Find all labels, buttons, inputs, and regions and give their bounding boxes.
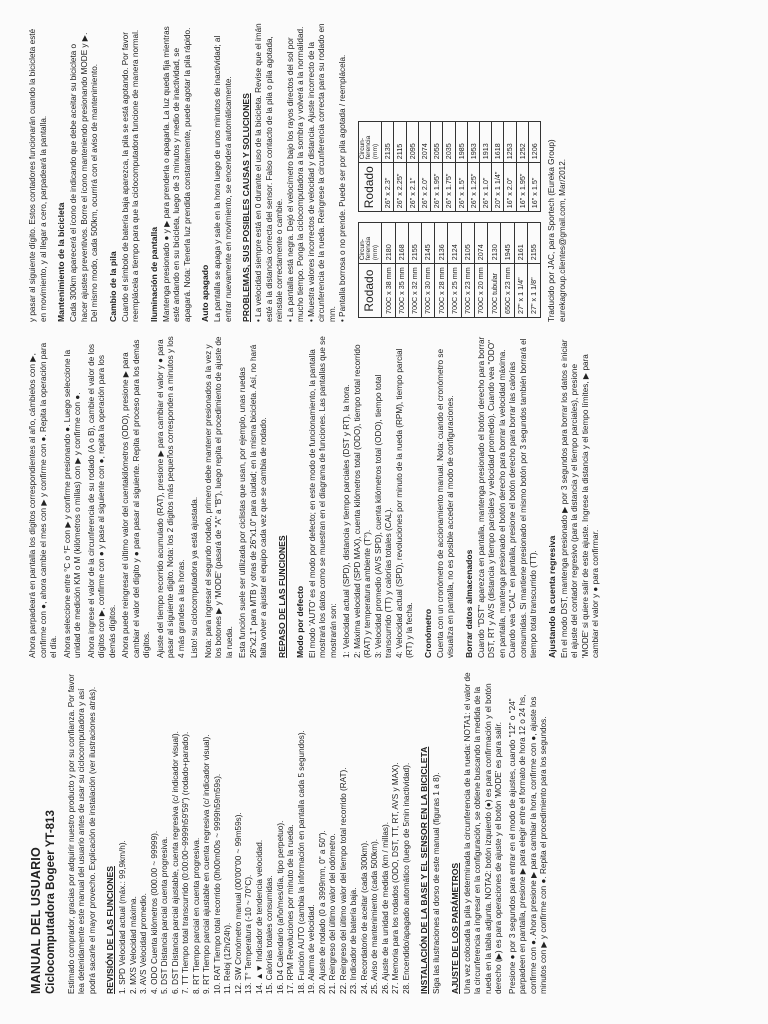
- list-item: 24. Recordatorio de aceitar (cada 300km).: [359, 840, 369, 994]
- wheel-size-cell: 700C x 38 mm: [382, 264, 395, 318]
- list-item: 14. ▲▼ Indicador de tendencia velocidad.: [254, 839, 264, 994]
- auto-off-text: La pantalla se apaga y sale en la hora luego de unos minutos de inactividad; al entrar nuevamente en movimiento, se encenderá automáticamente.: [213, 35, 233, 322]
- circumference-cell: 2145: [421, 223, 434, 264]
- circumference-cell: 1985: [455, 122, 467, 163]
- troubleshooting-list: [254, 22, 349, 322]
- wheel-size-cell: 700C x 25 mm: [448, 264, 461, 318]
- list-item: 23. Indicador de batería baja.: [349, 887, 359, 994]
- wheel-size-cell: 700C x 35 mm: [395, 264, 408, 318]
- maintenance-heading: Mantenimiento de la bicicleta: [56, 202, 66, 322]
- circumference-cell: 2074: [474, 223, 487, 264]
- list-item: 21. Reingreso del último valor del odómetro.: [328, 833, 338, 994]
- wheel-size-cell: 16" x 1.5": [528, 163, 540, 212]
- table-row: [395, 223, 408, 318]
- list-item: 2: Máxima velocidad (SPD MAX), cuenta kilómetros total (ODO), tiempo total recorrido (RAT) y temperatura ambiente (T°).: [352, 344, 372, 658]
- list-item: 16. D4 Calendario (año/mes/día, tipo perpetuo).: [275, 820, 285, 994]
- circumference-cell: 2095: [406, 122, 418, 163]
- table-row: [418, 122, 430, 212]
- circumference-cell: 2130: [488, 223, 501, 264]
- wheel-size-cell: 16" x 1.95": [516, 163, 528, 212]
- table-row: [492, 122, 504, 212]
- circumference-cell: 2035: [443, 122, 455, 163]
- wheel-size-cell: 700C tubular: [488, 264, 501, 318]
- circumference-cell: 2074: [418, 122, 430, 163]
- functions-heading: REVISIÓN DE LAS FUNCIONES: [105, 866, 116, 994]
- backlight-text: Mantenga presionado ● y ▶ para prenderla o apagarla. La luz queda fija mientras esté andando en su bicicleta, luego de 3 minutos y medio de inactividad, se apagará. Nota: Tenerla luz prendida constantemente, puede agotar la pila rápido.: [161, 26, 192, 322]
- manual-title: MANUAL DEL USUARIO: [29, 847, 43, 994]
- table-row: [455, 122, 467, 212]
- circumference-cell: 1953: [467, 122, 479, 163]
- circumference-cell: 1945: [501, 223, 514, 264]
- list-item: 25. Aviso de mantenimiento (cada 500km).: [370, 838, 380, 994]
- wheel-size-cell: 20" x 1 1/4": [492, 163, 504, 212]
- table-row: [528, 122, 540, 212]
- table-row: [408, 223, 421, 318]
- list-item: 1. SPD Velocidad actual (máx.: 99,9km/h).: [118, 840, 128, 994]
- list-item: 26. Ajuste de la unidad de medida (km / millas).: [380, 821, 390, 994]
- list-item: 3. AVS Velocidad promedio.: [139, 893, 149, 994]
- table-row: [480, 122, 492, 212]
- parameters-heading: AJUSTE DE LOS PARÁMETROS: [449, 862, 460, 994]
- table-row: [394, 122, 406, 212]
- circumference-cell: 2055: [431, 122, 443, 163]
- list-item: 20. Ajuste de rodado (0 a 3999mm, 0" a 50").: [317, 830, 327, 994]
- stopwatch-text: Cuenta con un cronómetro de accionamiento manual. Nota: cuando el cronómetro se visualiza en pantalla, no es posible acceder al modo de configuraciones.: [435, 348, 455, 658]
- rodado-header: Rodado: [358, 163, 382, 212]
- list-item: 12. SW Cronómetro manual (00'00"00 ~ 99m59s).: [233, 812, 243, 994]
- functions-list: [118, 672, 412, 994]
- table-row: [382, 122, 394, 212]
- wheel-size-cell: 26" x 1.0": [480, 163, 492, 212]
- stopwatch-heading: Cronómetro: [422, 608, 433, 658]
- circumference-cell: 2168: [395, 223, 408, 264]
- list-item: 1: Velocidad actual (SPD), distancia y tiempo parciales (DST y RT), la hora.: [342, 384, 351, 658]
- list-item: 10. RAT Tiempo total recorrido (0h00m00s ~ 9999h59m59s).: [212, 773, 222, 994]
- list-item: 8. RT Tiempo parcial en cuenta progresiva.: [191, 837, 201, 994]
- wheel-size-cell: 700C x 30 mm: [421, 264, 434, 318]
- wheel-size-cell: 650C x 23 mm: [501, 264, 514, 318]
- list-item: 5. DST Distancia parcial cuenta progresiva.: [160, 836, 170, 994]
- circumference-header: Circun-ferencia (mm): [358, 122, 382, 163]
- wheel-size-cell: 26" x 2.1": [406, 163, 418, 212]
- setup-note: Nota: para ingresar el segundo rodado, primero debe mantener presionados a la vez y los botones ▶ y 'MODE' (pasará de "A" a "B"), luego repita el procedimiento de ajuste de la rueda.: [203, 336, 234, 658]
- list-item: 22. Reingreso del último valor del tiempo total recorrido (RAT).: [338, 767, 348, 994]
- list-item: 7. TT Tiempo total transcurrido (0:00:00~9999h59'59") (rodado+parado).: [181, 731, 191, 994]
- table-row: [431, 122, 443, 212]
- table-row: [467, 122, 479, 212]
- list-item: 6. DST Distancia parcial ajustable, cuenta regresiva (c/ indicador visual).: [170, 731, 180, 994]
- list-item: 18. Función AUTO (cambia la información en pantalla cada 5 segundos).: [296, 730, 306, 994]
- table-row: [504, 122, 516, 212]
- column-middle: [28, 336, 744, 658]
- wheel-size-cell: 26" x 1.75": [443, 163, 455, 212]
- circumference-cell: 1252: [516, 122, 528, 163]
- circumference-cell: 2115: [394, 122, 406, 163]
- setup-paragraph-3: Ahora ingrese el valor de la circunferencia de su rodado (A o B), cambie el valor de los dígitos con ▶, confirme con ● y pase al siguiente con ●, repita la operación para los demás dígitos.: [86, 343, 117, 658]
- parameters-text: Una vez colocada la pila y determinada la circunferencia de la rueda: NOTA1: el valor de la circunferencia a ingresar en la configuración, se obtiene buscando la medida de la rueda en la tabla adjunta. NOTA2: botón izquierdo (●) es para confirmación y el botón derecho (▶) es para operaciones de ajuste y el botón 'MODE' es para salir.: [462, 672, 504, 994]
- column-right: [28, 22, 744, 322]
- list-item: • La velocidad siempre está en 0 durante el uso de la bicicleta. Revise que el imán esté a la distancia correcta del sensor. Falso contacto de la pila o pila agotada, reinstale correctamente o cambie.: [254, 22, 286, 322]
- wheel-size-cell: 26" x 2.25": [394, 163, 406, 212]
- default-mode-text: El modo 'AUTO' es el modo por defecto; en este modo de funcionamiento, la pantalla mostrará los datos como se muestran en el diagrama de funciones. Las pantallas que se mostrarán son:: [307, 336, 338, 658]
- circumference-cell: 2155: [408, 223, 421, 264]
- wheel-size-cell: 26" x 2.0": [418, 163, 430, 212]
- wheel-size-cell: 26" x 1.95": [431, 163, 443, 212]
- list-item: 15. Calorías totales consumidas.: [265, 875, 275, 994]
- installation-heading: INSTALACIÓN DE LA BASE Y EL SENSOR EN LA BICICLETA: [419, 746, 430, 994]
- table-row: [382, 223, 395, 318]
- wheel-size-cell: 700C x 23 mm: [461, 264, 474, 318]
- circumference-cell: 2161: [514, 223, 527, 264]
- wheel-size-cell: 700C x 28 mm: [435, 264, 448, 318]
- circumference-cell: 2105: [461, 223, 474, 264]
- setup-paragraph-6: Listo! su ciclocomputadora ya está ajustada.: [190, 496, 199, 658]
- list-item: 19. Alarma de velocidad.: [307, 904, 317, 994]
- maintenance-text: Cada 300km aparecerá el ícono de indicando que debe aceitar su bicicleta o hacer ajustes preventivos. Borre el ícono manteniendo presionando MODE y ▶. Del mismo modo, cada 500km, ocurrirá con el aviso de mantenimiento.: [69, 32, 99, 322]
- manual-subtitle: Ciclocomputadora Bogeer YT-813: [45, 810, 57, 994]
- circumference-header: Circun-ferencia (mm): [358, 223, 382, 264]
- rodado-header: Rodado: [358, 264, 382, 318]
- wheel-size-cell: 26" x 2.3": [382, 163, 394, 212]
- clear-data-text: Cuando "DST" aparezca en pantalla, mantenga presionado el botón derecho para borrar DST, RT y AVS (distancia y tiempo parciales y velocidad promedio). Cuando vea "ODO" en pantalla, mantenga presionado el botón derecho para borrar la velocidad máxima. Cuando vea "CAL" en pantalla, presione el botón derecho para borrar las calorías consumidas. Si mantiene presionado el mismo botón por 3 segundos también borrará el tiempo total transcurrido (TT).: [476, 336, 538, 658]
- parameters-text-2: Presione ● por 3 segundos para entrar en el modo de ajustes, cuando "12" o "24" parpadeen en pantalla, presione ▶ para elegir entre el formato de hora 12 o 24 hs, confirme con ●. Ahora presione ▶ para cambiar la hora, confirme con ●, ajuste los minutos con ▶ y confirme con ●. Repita el procedimiento para los segundos.: [507, 694, 549, 994]
- intro-paragraph: Estimado comprador, gracias por adquirir nuestro producto y por su confianza. Por favor lea detenidamente este manual del usuario antes de usar su ciclocomputadora y así podrá sacarle el mayor provecho. Explicación de instalación (ver ilustraciones atrás).: [66, 674, 97, 994]
- list-item: 17. RPM Revoluciones por minuto de la rueda.: [286, 824, 296, 994]
- wheel-size-tables: [352, 22, 548, 322]
- wheel-size-cell: 700C x 20 mm: [474, 264, 487, 318]
- installation-text: Siga las ilustraciones al dorso de este manual (figuras 1 a 8).: [432, 772, 442, 994]
- default-mode-list: [342, 336, 416, 658]
- column-left: [28, 672, 744, 994]
- setup-paragraph-8: Esta función suele ser utilizada por ciclistas que usan, por ejemplo, unas ruedas 26"x2.1" para MTB y otras de 26"x1.0" para ciudad; en la misma bicicleta. Así, no hará falta volver a ajustar el equipo cada vez que se cambia de rodado.: [238, 344, 268, 658]
- table-row: [443, 122, 455, 212]
- backlight-heading: Iluminación de pantalla: [148, 226, 159, 322]
- table-row: [435, 223, 448, 318]
- countdown-heading: Ajustando la cuenta regresiva: [546, 535, 557, 658]
- wheel-size-cell: 27" x 1 1/4": [514, 264, 527, 318]
- credits: Traducido por JAC, para Sportech (Eureka Group) eurekagroup.clientes@gmail.com, Mar/2012.: [547, 139, 567, 322]
- table-row: [421, 223, 434, 318]
- countdown-text: En el modo DST, mantenga presionado ▶ por 3 segundos para borrar los datos e iniciar el ajuste del contador regresivo (para la distancia y el tiempo parciales), presione 'MODE' si quiere salir de este ajuste. Ingrese la distancia y el tiempo límites, ▶ para cambiar el valor y ● para confirmar.: [559, 339, 600, 658]
- circumference-cell: 2136: [435, 223, 448, 264]
- setup-paragraph-2: Ahora seleccione entre °C o °F con ▶ y confirme presionando ●. Luego seleccione la unidad de medición KM o M (kilómetros o millas) con ▶ y confirme con ●.: [62, 349, 82, 658]
- battery-heading: Cambio de la pila: [107, 251, 118, 322]
- circumference-cell: 2180: [382, 223, 395, 264]
- countdown-continued: y pasar al siguiente dígito. Estos contadores funcionarán cuando la bicicleta esté en movimiento, y al llegar a cero, parpadeará la pantalla.: [28, 28, 48, 322]
- list-item: 13. T° Temperatura (-10 ~ 70°C).: [244, 874, 254, 994]
- list-item: 9. RT Tiempo parcial ajustable en cuenta regresiva (c/ indicador visual).: [202, 734, 212, 994]
- list-item: 28. Encendido/apagado automático (luego de 5min inactividad).: [401, 762, 411, 994]
- list-item: 27. Memoria para los rodados (ODO, DST, TT, RT, AVS y MAX).: [391, 762, 401, 994]
- table-row: [406, 122, 418, 212]
- wheel-size-cell: 16" x 2.0": [504, 163, 516, 212]
- wheel-table-right: [358, 121, 542, 212]
- circumference-cell: 2135: [382, 122, 394, 163]
- circumference-cell: 1253: [504, 122, 516, 163]
- wheel-size-cell: 700C x 32 mm: [408, 264, 421, 318]
- circumference-cell: 1206: [528, 122, 540, 163]
- table-row: [448, 223, 461, 318]
- table-row: [501, 223, 514, 318]
- list-item: 4: Velocidad actual (SPD), revoluciones por minuto de la rueda (RPM), tiempo parcial (RT) y la fecha.: [394, 348, 414, 658]
- clear-data-heading: Borrar datos almacenados: [463, 549, 474, 658]
- circumference-cell: 1913: [480, 122, 492, 163]
- table-row: [488, 223, 501, 318]
- list-item: 2. MXS Velocidad máxima.: [128, 896, 138, 994]
- circumference-cell: 2155: [527, 223, 540, 264]
- list-item: • Pantalla borrosa o no prende. Puede ser por pila agotada / reemplácela.: [338, 22, 349, 322]
- list-item: 4. ODO Cuenta kilómetros (000.00 ~ 99999).: [149, 830, 159, 994]
- default-mode-heading: Modo por defecto: [294, 585, 305, 658]
- table-row: [527, 223, 540, 318]
- troubleshooting-heading: PROBLEMAS, SUS POSIBLES CAUSAS Y SOLUCIONES: [241, 93, 251, 322]
- wheel-size-cell: 27" x 1 1/8": [527, 264, 540, 318]
- list-item: 3: Velocidad promedio (AVS SPD), cuenta kilómetros total (ODO), tiempo total transcurrido (TT) y calorías totales (CAL).: [373, 374, 393, 658]
- list-item: • La pantalla está negra. Dejó el velocímetro bajo los rayos directos del sol por mucho tiempo. Ponga la ciclocomputadora a la sombra y volverá a la normalidad.: [286, 22, 307, 322]
- setup-paragraph-5: Ajuste del tiempo recorrido acumulado (RAT), presione ▶ para cambiar el valor y ● para pasar al siguiente dígito. Nota: los 2 dígitos más pequeños corresponden a minutos y los 4 más grandes a las horas.: [155, 336, 186, 658]
- wheel-table-left: [358, 222, 542, 318]
- battery-text: Cuando el símbolo de batería baja aparezca, la pila se está agotando. Por favor reemplácela a tiempo para que la ciclocomputadora funcione de manera normal.: [120, 29, 140, 322]
- table-row: [461, 223, 474, 318]
- setup-paragraph-1: Ahora parpadeará en pantalla los dígitos correspondientes al año, cámbielos con ▶, confirme con ●, ahora cambie el mes con ▶ y confirme con ●. Repita la operación para el día.: [28, 342, 58, 658]
- circumference-cell: 1618: [492, 122, 504, 163]
- list-item: • Muestra valores incorrectos de velocidad y distancia. Ajuste incorrecto de la circunferencia de la rueda. Reingrese la circunferencia correcta para su rodado en mm.: [307, 22, 339, 322]
- review-heading: REPASO DE LAS FUNCIONES: [276, 535, 287, 658]
- list-item: 11. Reloj (12h/24h).: [223, 922, 233, 994]
- table-row: [474, 223, 487, 318]
- setup-paragraph-4: Ahora puede reingresar el último valor del cuentakilómetros (ODO), presione ▶ para cambiar el valor del dígito y ● para pasar al siguiente. Repita el proceso para los demás dígitos.: [121, 339, 151, 658]
- table-row: [516, 122, 528, 212]
- wheel-size-cell: 26" x 1.5": [455, 163, 467, 212]
- table-row: [514, 223, 527, 318]
- auto-off-heading: Auto apagado: [200, 264, 210, 322]
- circumference-cell: 2124: [448, 223, 461, 264]
- wheel-size-cell: 26" x 1.25": [467, 163, 479, 212]
